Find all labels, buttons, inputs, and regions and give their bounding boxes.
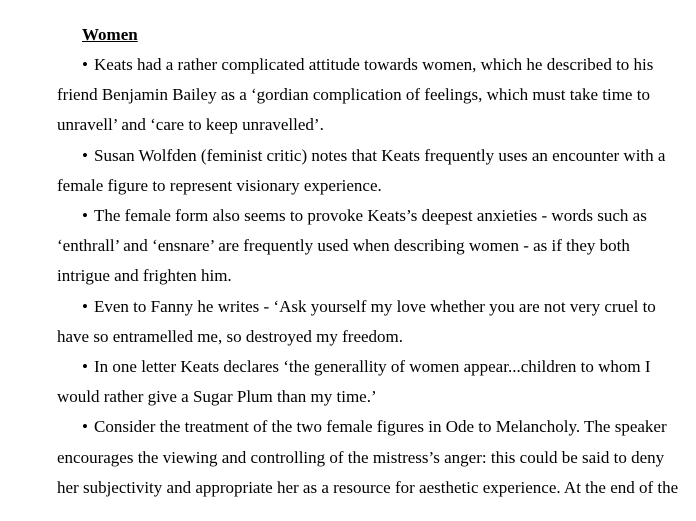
bullet-icon: • <box>82 206 88 226</box>
bullet-paragraph-4 <box>57 292 682 352</box>
bullet-paragraph-5 <box>57 352 682 412</box>
bullet-paragraph-2 <box>57 141 682 201</box>
paragraph-line: • In one letter Keats declares ‘the generallity of women appear...children to whom I <box>57 352 682 382</box>
bullet-paragraph-3 <box>57 201 682 292</box>
bullet-icon: • <box>82 145 88 165</box>
document-page <box>57 20 682 503</box>
paragraph-line: • Consider the treatment of the two female figures in Ode to Melancholy. The speaker <box>57 412 682 442</box>
paragraph-line: unravell’ and ‘care to keep unravelled’. <box>57 115 324 135</box>
paragraph-line: her subjectivity and appropriate her as a resource for aesthetic experience. At the end of the <box>57 477 679 497</box>
paragraph-line: encourages the viewing and controlling of the mistress’s anger: this could be said to deny <box>57 447 665 467</box>
paragraph-line: intrigue and frighten him. <box>57 266 232 286</box>
paragraph-line: • Susan Wolfden (feminist critic) notes that Keats frequently uses an encounter with a <box>57 141 682 171</box>
bullet-icon: • <box>82 417 88 437</box>
bullet-icon: • <box>82 296 88 316</box>
bullet-paragraph-1 <box>57 50 682 141</box>
paragraph-line: would rather give a Sugar Plum than my time.’ <box>57 387 377 407</box>
section-heading: Women <box>82 25 138 44</box>
paragraph-line: • Keats had a rather complicated attitude towards women, which he described to his <box>57 50 682 80</box>
paragraph-line: have so entramelled me, so destroyed my freedom. <box>57 326 404 346</box>
paragraph-line: • The female form also seems to provoke Keats’s deepest anxieties - words such as <box>57 201 682 231</box>
bullet-icon: • <box>82 357 88 377</box>
paragraph-line: female figure to represent visionary experience. <box>57 175 382 195</box>
paragraph-line: friend Benjamin Bailey as a ‘gordian complication of feelings, which must take time to <box>57 85 650 105</box>
bullet-icon: • <box>82 55 88 74</box>
paragraph-line: • Even to Fanny he writes - ‘Ask yourself my love whether you are not very cruel to <box>57 292 682 322</box>
paragraph-line: ‘enthrall’ and ‘ensnare’ are frequently used when describing women - as if they both <box>57 236 630 256</box>
bullet-paragraph-6 <box>57 412 682 503</box>
